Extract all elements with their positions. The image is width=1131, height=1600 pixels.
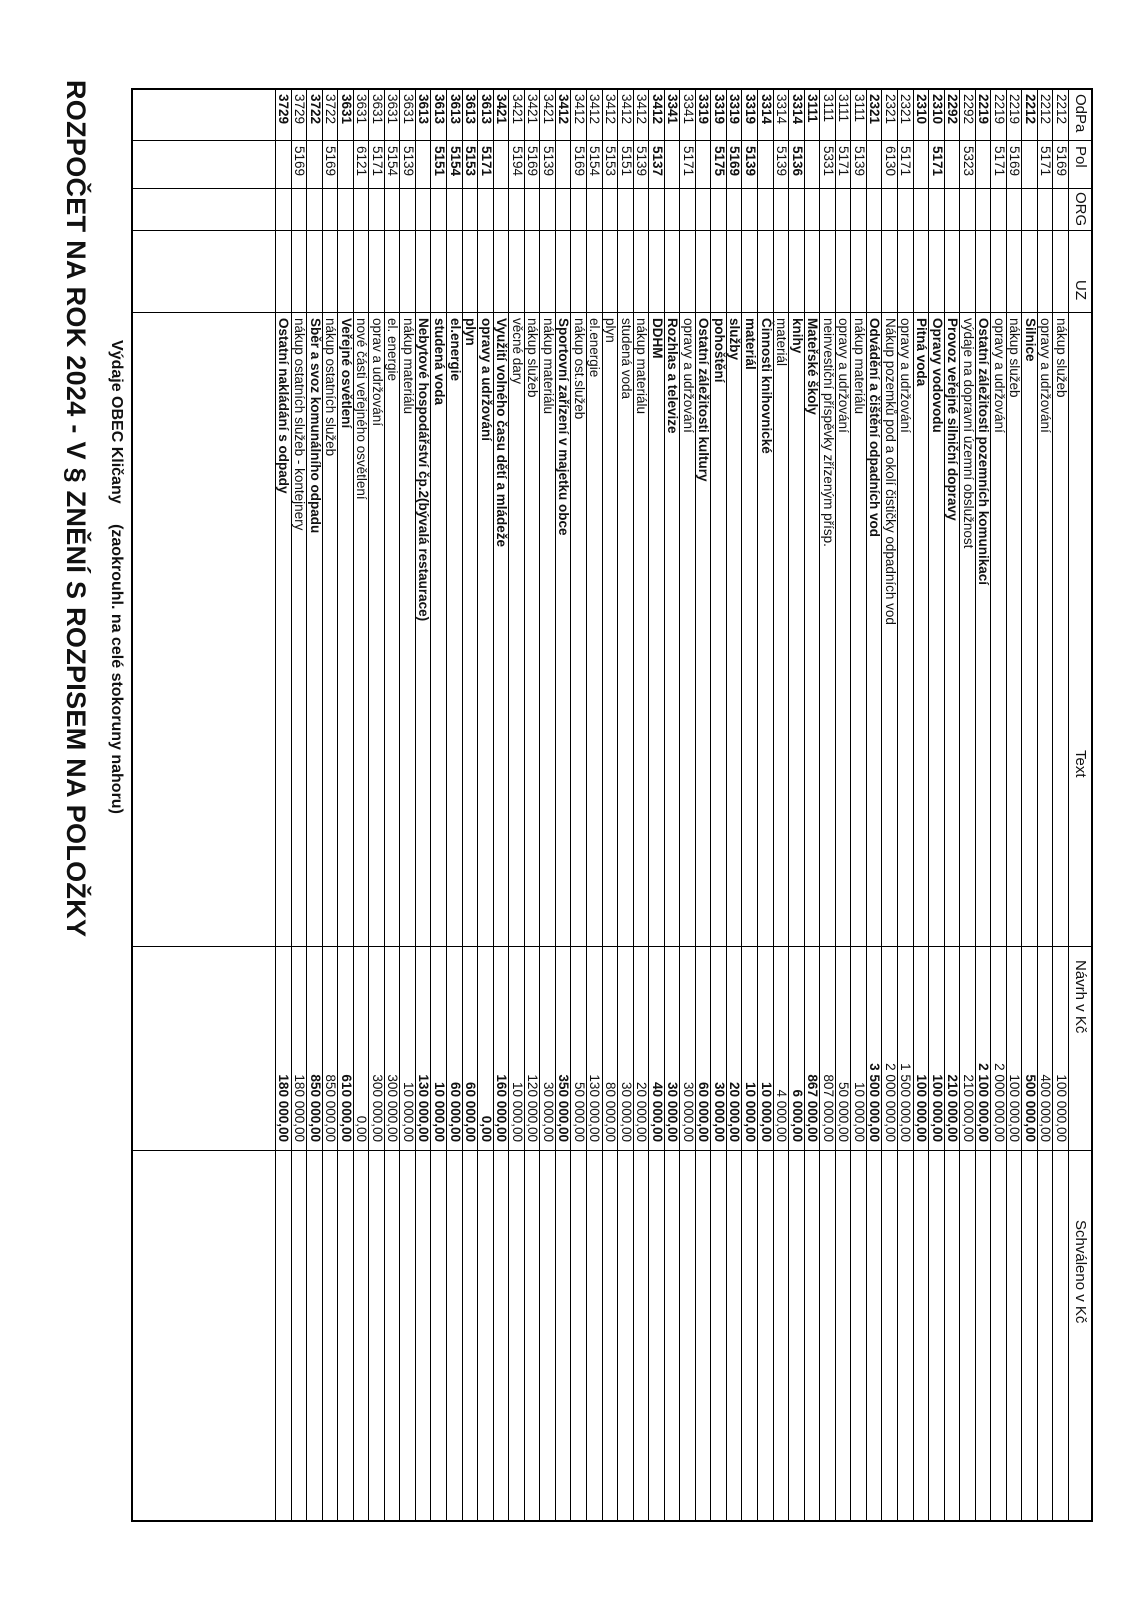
cell-pol: 5171 xyxy=(680,146,696,177)
cell-navrh: 30 000,00 xyxy=(665,1081,681,1142)
cell-text: plyn xyxy=(463,318,479,346)
cell-odpa: 2310 xyxy=(914,94,930,125)
cell-text: nákup služeb xyxy=(1007,318,1023,398)
cell-pol: 5169 xyxy=(1054,146,1069,177)
cell-navrh: 1 500 000,00 xyxy=(898,1063,914,1142)
table-row xyxy=(477,90,494,1520)
table-row xyxy=(726,90,743,1520)
table-row xyxy=(570,90,587,1520)
header-uz: UZ xyxy=(1072,280,1089,300)
table-row xyxy=(664,90,681,1520)
cell-odpa: 3729 xyxy=(276,94,292,125)
cell-pol: 5171 xyxy=(836,146,852,177)
cell-text: Využití volného času dětí a mládeže xyxy=(494,318,510,548)
cell-text: nákup materiálu xyxy=(400,318,416,415)
cell-text: Sběr a svoz komunálního odpadu xyxy=(307,318,323,534)
table-row xyxy=(306,90,323,1520)
table-row xyxy=(493,90,510,1520)
cell-text: nové části veřejného osvětlení xyxy=(354,318,370,500)
cell-text: Rozhlas a televize xyxy=(665,318,681,434)
table-row xyxy=(648,90,665,1520)
table-row xyxy=(446,90,463,1520)
table-row xyxy=(633,90,650,1520)
cell-navrh: 60 000,00 xyxy=(447,1081,463,1142)
cell-navrh: 4 000,00 xyxy=(774,1089,790,1142)
cell-navrh: 50 000,00 xyxy=(571,1081,587,1142)
cell-navrh: 300 000,00 xyxy=(385,1074,401,1142)
cell-odpa: 3613 xyxy=(447,94,463,125)
cell-pol: 5136 xyxy=(789,146,805,177)
cell-odpa: 2219 xyxy=(976,94,992,125)
cell-odpa: 3319 xyxy=(743,94,758,125)
table-row xyxy=(462,90,479,1520)
cell-odpa: 2212 xyxy=(1038,94,1054,125)
cell-navrh: 160 000,00 xyxy=(494,1074,510,1142)
table-row xyxy=(1053,90,1070,1520)
table-row xyxy=(1006,90,1023,1520)
cell-navrh: 120 000,00 xyxy=(525,1074,541,1142)
cell-navrh: 100 000,00 xyxy=(914,1074,930,1142)
table-row xyxy=(1037,90,1054,1520)
cell-pol: 5169 xyxy=(323,146,339,177)
table-row xyxy=(384,90,401,1520)
cell-odpa: 2212 xyxy=(1054,94,1069,125)
cell-odpa: 2219 xyxy=(1007,94,1023,125)
cell-pol: 5194 xyxy=(509,146,525,177)
cell-pol: 5139 xyxy=(400,146,416,177)
table-row xyxy=(617,90,634,1520)
cell-pol: 5171 xyxy=(929,146,945,177)
cell-text: Sportovní zařízení v majetku obce xyxy=(556,318,572,536)
cell-odpa: 3421 xyxy=(525,94,541,125)
table-row xyxy=(275,90,292,1520)
cell-pol: 5153 xyxy=(603,146,619,177)
table-row xyxy=(555,90,572,1520)
cell-odpa: 2292 xyxy=(960,94,976,125)
table-row xyxy=(399,90,416,1520)
cell-navrh: 130 000,00 xyxy=(416,1074,432,1142)
cell-navrh: 210 000,00 xyxy=(960,1074,976,1142)
cell-odpa: 3319 xyxy=(696,94,712,125)
cell-text: Ostatní záležitosti pozemních komunikací xyxy=(976,318,992,586)
cell-odpa: 3631 xyxy=(338,94,354,125)
cell-pol: 5169 xyxy=(571,146,587,177)
cell-navrh: 100 000,00 xyxy=(1054,1074,1069,1142)
cell-navrh: 180 000,00 xyxy=(292,1074,308,1142)
cell-text: nákup materiálu xyxy=(634,318,650,415)
cell-navrh: 350 000,00 xyxy=(556,1074,572,1142)
cell-pol: 5171 xyxy=(898,146,914,177)
table-row xyxy=(788,90,805,1520)
table-row xyxy=(353,90,370,1520)
table-row xyxy=(897,90,914,1520)
cell-pol: 5154 xyxy=(447,146,463,177)
table-row xyxy=(679,90,696,1520)
cell-navrh: 300 000,00 xyxy=(369,1074,385,1142)
cell-navrh: 807 000,00 xyxy=(820,1074,836,1142)
cell-text: opravy a udržování xyxy=(1038,318,1054,433)
cell-text: opravy a udržování xyxy=(680,318,696,433)
cell-text: el.energie xyxy=(447,318,463,382)
cell-odpa: 3613 xyxy=(416,94,432,125)
header-odpa: OdPa xyxy=(1072,94,1089,133)
cell-navrh: 6 000,00 xyxy=(789,1089,805,1142)
cell-odpa: 2321 xyxy=(867,94,883,125)
cell-text: Provoz veřejné silniční dopravy xyxy=(945,318,961,521)
cell-text: nákup ostatních služeb xyxy=(323,318,339,457)
cell-navrh: 10 000,00 xyxy=(743,1081,758,1142)
cell-text: služby xyxy=(727,318,743,361)
cell-odpa: 2321 xyxy=(898,94,914,125)
cell-odpa: 3631 xyxy=(369,94,385,125)
cell-odpa: 3341 xyxy=(680,94,696,125)
cell-text: Opravy vodovodu xyxy=(929,318,945,433)
table-row xyxy=(928,90,945,1520)
cell-text: Ostatní záležitosti kultury xyxy=(696,318,712,482)
cell-pol: 5153 xyxy=(463,146,479,177)
cell-odpa: 3613 xyxy=(463,94,479,125)
table-row xyxy=(586,90,603,1520)
table-row xyxy=(291,90,308,1520)
cell-navrh: 30 000,00 xyxy=(618,1081,634,1142)
cell-text: DDHM xyxy=(649,318,665,359)
cell-odpa: 3412 xyxy=(649,94,665,125)
cell-pol: 5169 xyxy=(525,146,541,177)
cell-pol: 5151 xyxy=(618,146,634,177)
cell-pol: 5151 xyxy=(432,146,447,177)
cell-navrh: 2 100 000,00 xyxy=(976,1063,992,1142)
cell-text: studená voda xyxy=(432,318,447,406)
cell-pol: 5154 xyxy=(587,146,603,177)
cell-pol: 5139 xyxy=(851,146,867,177)
table-row xyxy=(959,90,976,1520)
cell-text: nákup materiálu xyxy=(540,318,556,415)
table-header xyxy=(1068,90,1091,1520)
header-schvaleno: Schváleno v Kč xyxy=(1072,1220,1089,1324)
cell-navrh: 0,00 xyxy=(478,1115,494,1142)
cell-navrh: 80 000,00 xyxy=(603,1081,619,1142)
cell-odpa: 2212 xyxy=(1022,94,1038,125)
cell-navrh: 2 000 000,00 xyxy=(991,1063,1007,1142)
table-row xyxy=(850,90,867,1520)
cell-pol: 5169 xyxy=(1007,146,1023,177)
table-body xyxy=(133,90,1069,1520)
table-row xyxy=(990,90,1007,1520)
cell-navrh: 10 000,00 xyxy=(400,1081,416,1142)
cell-navrh: 60 000,00 xyxy=(463,1081,479,1142)
cell-text: materiál xyxy=(774,318,790,367)
cell-navrh: 10 000,00 xyxy=(509,1081,525,1142)
cell-text: věcné dary xyxy=(509,318,525,385)
cell-odpa: 3412 xyxy=(587,94,603,125)
cell-navrh: 10 000,00 xyxy=(432,1081,447,1142)
cell-odpa: 3412 xyxy=(556,94,572,125)
cell-odpa: 2292 xyxy=(945,94,961,125)
header-text: Text xyxy=(1072,750,1089,778)
page-subtitle xyxy=(107,340,125,814)
cell-pol: 5331 xyxy=(820,146,836,177)
cell-odpa: 3314 xyxy=(774,94,790,125)
cell-odpa: 3729 xyxy=(292,94,308,125)
cell-navrh: 3 500 000,00 xyxy=(867,1063,883,1142)
table-row xyxy=(913,90,930,1520)
cell-navrh: 30 000,00 xyxy=(540,1081,556,1142)
cell-text: pohoštění xyxy=(711,318,727,383)
cell-navrh: 130 000,00 xyxy=(587,1074,603,1142)
cell-navrh: 210 000,00 xyxy=(945,1074,961,1142)
cell-pol: 5171 xyxy=(991,146,1007,177)
cell-odpa: 3631 xyxy=(354,94,370,125)
cell-text: Silnice xyxy=(1022,318,1038,362)
table-row xyxy=(322,90,339,1520)
table-row xyxy=(944,90,961,1520)
cell-navrh: 850 000,00 xyxy=(323,1074,339,1142)
cell-text: Činnosti knihovnické xyxy=(758,318,774,454)
cell-text: oprav a udržování xyxy=(369,318,385,427)
cell-text: Nákup pozemků pod a okolí čističky odpadních vod xyxy=(882,318,898,625)
cell-pol: 5171 xyxy=(478,146,494,177)
subtitle-note: (zaokrouhl. na celé stokoruny nahoru) xyxy=(108,524,125,814)
cell-odpa: 3111 xyxy=(805,94,821,123)
cell-navrh: 180 000,00 xyxy=(276,1074,292,1142)
cell-odpa: 3421 xyxy=(540,94,556,125)
cell-pol: 5139 xyxy=(774,146,790,177)
table-row xyxy=(1021,90,1038,1520)
page-title: ROZPOČET NA ROK 2024 - V § ZNĚNÍ S ROZPISEM NA POLOŽKY xyxy=(61,80,91,938)
cell-navrh: 2 000 000,00 xyxy=(882,1063,898,1142)
cell-navrh: 610 000,00 xyxy=(338,1074,354,1142)
cell-odpa: 3613 xyxy=(432,94,447,125)
cell-pol: 5139 xyxy=(634,146,650,177)
cell-text: knihy xyxy=(789,318,805,354)
cell-odpa: 3319 xyxy=(711,94,727,125)
table-row xyxy=(773,90,790,1520)
cell-text: opravy a udržování xyxy=(836,318,852,433)
cell-navrh: 60 000,00 xyxy=(696,1081,712,1142)
table-row xyxy=(524,90,541,1520)
cell-odpa: 3421 xyxy=(509,94,525,125)
cell-pol: 6121 xyxy=(354,146,370,177)
cell-navrh: 500 000,00 xyxy=(1022,1074,1038,1142)
cell-navrh: 100 000,00 xyxy=(1007,1074,1023,1142)
cell-navrh: 40 000,00 xyxy=(649,1081,665,1142)
budget-table xyxy=(131,88,1093,1522)
cell-text: Nebytové hospodářství čp.2(bývalá restaurace) xyxy=(416,318,432,622)
cell-text: Odvádění a čištění odpadních vod xyxy=(867,318,883,538)
cell-odpa: 3314 xyxy=(758,94,774,125)
cell-odpa: 3722 xyxy=(323,94,339,125)
cell-pol: 5171 xyxy=(369,146,385,177)
header-navrh: Návrh v Kč xyxy=(1072,960,1089,1034)
cell-navrh: 400 000,00 xyxy=(1038,1074,1054,1142)
cell-text: výdaje na dopravní územní obslužnost xyxy=(960,318,976,549)
cell-text: nákup materiálu xyxy=(851,318,867,415)
cell-pol: 5171 xyxy=(1038,146,1054,177)
cell-odpa: 3111 xyxy=(851,94,867,123)
cell-odpa: 3421 xyxy=(494,94,510,125)
table-row xyxy=(431,90,448,1520)
cell-odpa: 2321 xyxy=(882,94,898,125)
cell-navrh: 30 000,00 xyxy=(711,1081,727,1142)
cell-pol: 5169 xyxy=(292,146,308,177)
cell-text: plyn xyxy=(603,318,619,343)
cell-odpa: 3319 xyxy=(727,94,743,125)
cell-odpa: 3631 xyxy=(385,94,401,125)
cell-odpa: 3412 xyxy=(618,94,634,125)
cell-text: nákup ostatních služeb - kontejnery xyxy=(292,318,308,531)
cell-navrh: 50 000,00 xyxy=(836,1081,852,1142)
cell-odpa: 3412 xyxy=(571,94,587,125)
cell-odpa: 3314 xyxy=(789,94,805,125)
cell-odpa: 3722 xyxy=(307,94,323,125)
cell-text: studená voda xyxy=(618,318,634,400)
cell-text: nákup služeb xyxy=(525,318,541,398)
cell-odpa: 3613 xyxy=(478,94,494,125)
cell-navrh: 20 000,00 xyxy=(634,1081,650,1142)
cell-navrh: 10 000,00 xyxy=(758,1081,774,1142)
table-row xyxy=(804,90,821,1520)
table-row xyxy=(695,90,712,1520)
cell-pol: 5323 xyxy=(960,146,976,177)
table-row xyxy=(819,90,836,1520)
table-row xyxy=(742,90,759,1520)
table-row xyxy=(508,90,525,1520)
cell-pol: 5137 xyxy=(649,146,665,177)
cell-text: Mateřské školy xyxy=(805,318,821,415)
cell-odpa: 3111 xyxy=(836,94,852,123)
cell-pol: 5154 xyxy=(385,146,401,177)
table-row xyxy=(602,90,619,1520)
cell-odpa: 2310 xyxy=(929,94,945,125)
cell-navrh: 30 000,00 xyxy=(680,1081,696,1142)
cell-text: Ostatní nakládání s odpady xyxy=(276,318,292,494)
cell-navrh: 20 000,00 xyxy=(727,1081,743,1142)
header-org: ORG xyxy=(1072,192,1089,227)
cell-navrh: 10 000,00 xyxy=(851,1081,867,1142)
cell-text: Veřejné osvětlení xyxy=(338,318,354,429)
cell-text: Pitná voda xyxy=(914,318,930,387)
cell-odpa: 3412 xyxy=(634,94,650,125)
subtitle-text: Výdaje OBEC Kličany xyxy=(108,340,125,504)
cell-odpa: 3412 xyxy=(603,94,619,125)
cell-text: opravy a udržování xyxy=(478,318,494,442)
table-row xyxy=(539,90,556,1520)
cell-text: opravy a udržování xyxy=(898,318,914,433)
cell-text: nákup ost.služeb xyxy=(571,318,587,420)
cell-pol: 5139 xyxy=(743,146,758,177)
cell-odpa: 3631 xyxy=(400,94,416,125)
cell-odpa: 2219 xyxy=(991,94,1007,125)
cell-navrh: 850 000,00 xyxy=(307,1074,323,1142)
table-row xyxy=(866,90,883,1520)
table-row xyxy=(710,90,727,1520)
cell-text: opravy a udržování xyxy=(991,318,1007,433)
cell-pol: 5175 xyxy=(711,146,727,177)
cell-pol: 5139 xyxy=(540,146,556,177)
cell-text: el. energie xyxy=(385,318,401,382)
cell-text: neinvestiční příspěvky zřízeným přísp. xyxy=(820,318,836,547)
cell-pol: 6130 xyxy=(882,146,898,177)
table-row xyxy=(975,90,992,1520)
table-row xyxy=(881,90,898,1520)
cell-odpa: 3341 xyxy=(665,94,681,125)
cell-navrh: 867 000,00 xyxy=(805,1074,821,1142)
header-pol: Pol xyxy=(1072,146,1089,168)
cell-navrh: 100 000,00 xyxy=(929,1074,945,1142)
cell-pol: 5169 xyxy=(727,146,743,177)
cell-text: el.energie xyxy=(587,318,603,378)
cell-odpa: 3111 xyxy=(820,94,836,123)
table-row xyxy=(337,90,354,1520)
cell-navrh: 0,00 xyxy=(354,1115,370,1142)
table-row xyxy=(757,90,774,1520)
cell-text: materiál xyxy=(743,318,758,370)
table-row xyxy=(415,90,432,1520)
table-row xyxy=(368,90,385,1520)
cell-text: nákup služeb xyxy=(1054,318,1069,398)
table-row xyxy=(835,90,852,1520)
